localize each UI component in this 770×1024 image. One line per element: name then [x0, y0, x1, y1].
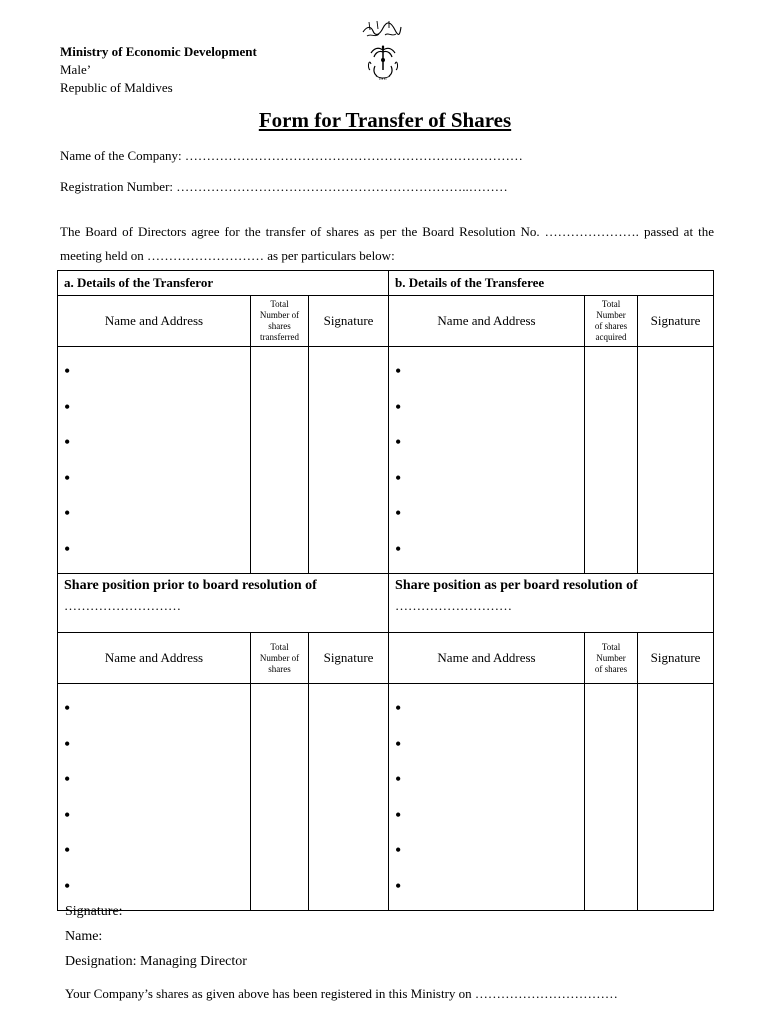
after-name-address-header: Name and Address: [389, 633, 585, 684]
transferee-name-address-header: Name and Address: [389, 296, 585, 347]
after-bullet-list: [389, 684, 584, 907]
list-item[interactable]: [395, 535, 584, 571]
after-entries-cell[interactable]: [389, 684, 585, 911]
state-emblem-icon: [361, 44, 405, 82]
company-name-dots: ……………………………………………………………………: [184, 148, 523, 163]
list-item[interactable]: [395, 428, 584, 464]
transferor-signature-cell[interactable]: [309, 347, 389, 574]
after-position-title: Share position as per board resolution of: [395, 578, 638, 593]
transferor-entries-cell[interactable]: [58, 347, 251, 574]
registration-number-field[interactable]: [60, 179, 508, 195]
registration-number-dots: …………………………………………………………..………: [176, 179, 508, 194]
prior-shares-cell[interactable]: [251, 684, 309, 911]
prior-position-title: Share position prior to board resolution of: [64, 578, 317, 593]
list-item[interactable]: [64, 694, 250, 730]
ministry-country: Republic of Maldives: [60, 80, 173, 95]
list-item[interactable]: [64, 393, 250, 429]
name-label[interactable]: Name:: [65, 929, 103, 944]
list-item[interactable]: [395, 765, 584, 801]
list-item[interactable]: [64, 730, 250, 766]
designation-label: Designation: Managing Director: [65, 954, 247, 969]
list-item[interactable]: [64, 357, 250, 393]
prior-signature-cell[interactable]: [309, 684, 389, 911]
shares-acquired-header: Total Number of shares acquired: [585, 296, 638, 347]
company-name-label: Name of the Company:: [60, 148, 182, 163]
list-item[interactable]: [395, 801, 584, 837]
list-item[interactable]: [64, 872, 250, 908]
prior-signature-header: Signature: [309, 633, 389, 684]
transferor-signature-header: Signature: [309, 296, 389, 347]
signature-label[interactable]: Signature:: [65, 904, 123, 919]
list-item[interactable]: [395, 872, 584, 908]
list-item[interactable]: [64, 765, 250, 801]
transferor-bullet-list: [58, 347, 250, 570]
list-item[interactable]: [64, 428, 250, 464]
after-signature-cell[interactable]: [638, 684, 714, 911]
ministry-name: Ministry of Economic Development: [60, 44, 257, 59]
after-position-dots[interactable]: ………………………: [395, 598, 513, 613]
shares-transferred-header: Total Number of shares transferred: [251, 296, 309, 347]
company-name-field[interactable]: [60, 148, 523, 164]
after-position-heading: [389, 574, 714, 633]
list-item[interactable]: [395, 393, 584, 429]
list-item[interactable]: [64, 499, 250, 535]
intro-paragraph-line2: meeting held on ……………………… as per particulars below:: [60, 248, 395, 263]
list-item[interactable]: [64, 801, 250, 837]
transfer-table: [57, 270, 714, 911]
transferee-signature-header: Signature: [638, 296, 714, 347]
transferee-heading: b. Details of the Transferee: [389, 271, 714, 296]
list-item[interactable]: [395, 730, 584, 766]
list-item[interactable]: [64, 464, 250, 500]
transferor-name-address-header: Name and Address: [58, 296, 251, 347]
prior-name-address-header: Name and Address: [58, 633, 251, 684]
ministry-city: Male’: [60, 62, 92, 77]
list-item[interactable]: [64, 836, 250, 872]
list-item[interactable]: [64, 535, 250, 571]
transferee-signature-cell[interactable]: [638, 347, 714, 574]
registration-number-label: Registration Number:: [60, 179, 174, 194]
transferee-bullet-list: [389, 347, 584, 570]
after-shares-cell[interactable]: [585, 684, 638, 911]
list-item[interactable]: [395, 464, 584, 500]
list-item[interactable]: [395, 694, 584, 730]
transferor-heading: a. Details of the Transferor: [58, 271, 389, 296]
bismillah-calligraphy: [361, 18, 403, 42]
intro-paragraph-line1: The Board of Directors agree for the transfer of shares as per the Board Resolution No. …………………. passed at the: [60, 224, 714, 239]
after-signature-header: Signature: [638, 633, 714, 684]
list-item[interactable]: [395, 357, 584, 393]
prior-entries-cell[interactable]: [58, 684, 251, 911]
prior-shares-header: Total Number of shares: [251, 633, 309, 684]
prior-position-dots[interactable]: ………………………: [64, 598, 181, 613]
list-item[interactable]: [395, 499, 584, 535]
list-item[interactable]: [395, 836, 584, 872]
shares-transferred-cell[interactable]: [251, 347, 309, 574]
registration-confirmation-line: Your Company’s shares as given above has been registered in this Ministry on ……………………………: [65, 986, 618, 1001]
shares-acquired-cell[interactable]: [585, 347, 638, 574]
form-title: Form for Transfer of Shares: [258, 108, 512, 132]
after-shares-header: Total Number of shares: [585, 633, 638, 684]
prior-bullet-list: [58, 684, 250, 907]
transferee-entries-cell[interactable]: [389, 347, 585, 574]
prior-position-heading: [58, 574, 389, 633]
